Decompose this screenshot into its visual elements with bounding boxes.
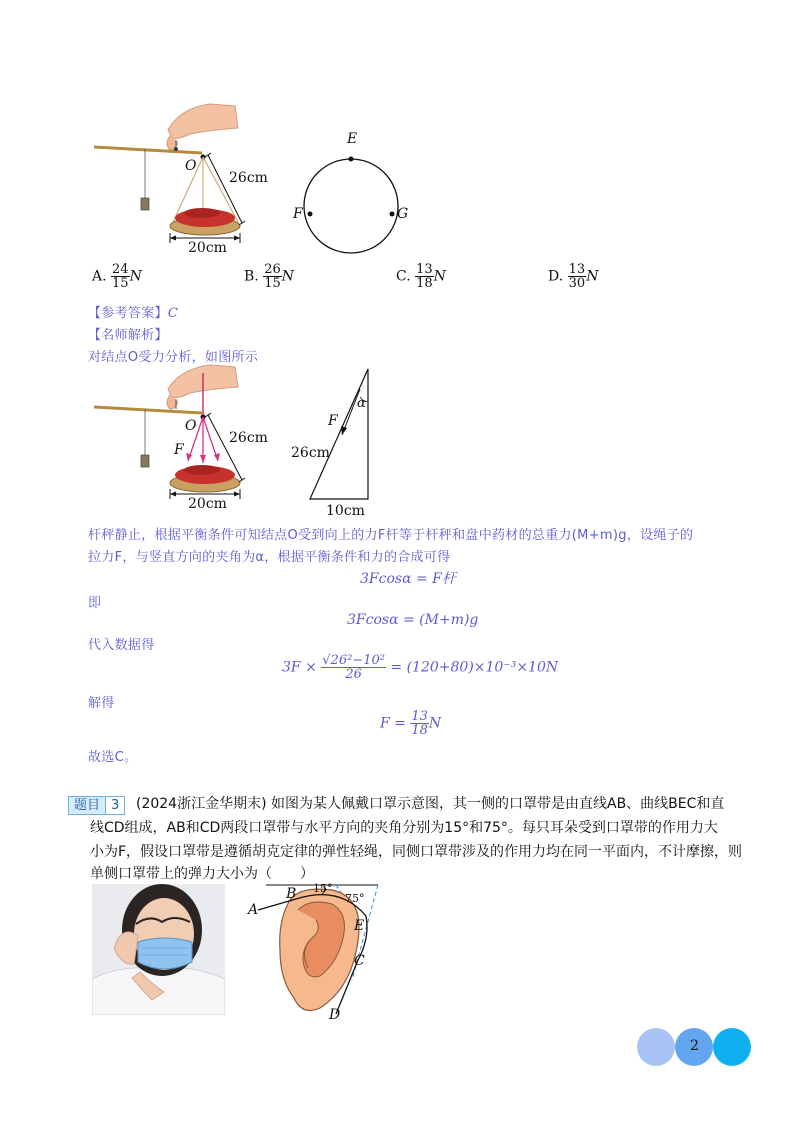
- fig1-width-label: 20cm: [188, 240, 227, 256]
- option-letter: C.: [396, 268, 411, 285]
- ear-label-c: C: [354, 953, 365, 969]
- option-fraction: $\frac{24}{15}$: [112, 262, 129, 291]
- option-letter: A.: [92, 268, 107, 285]
- option-fraction: $\frac{13}{18}$: [416, 262, 433, 291]
- ear-angle-75: 75°: [345, 892, 365, 905]
- fig2-width-label: 20cm: [188, 496, 227, 512]
- circle-label-g: G: [397, 206, 409, 222]
- option-fraction: $\frac{13}{30}$: [568, 262, 586, 291]
- question-badge: [68, 794, 125, 813]
- triangle-f: F: [328, 413, 338, 429]
- option-a[interactable]: A. $\frac{24}{15}$ N: [92, 262, 142, 291]
- triangle-hyp-label: 26cm: [291, 445, 330, 461]
- analysis-label: 【名师解析】: [88, 328, 168, 343]
- option-fraction: $\frac{26}{15}$: [264, 262, 281, 291]
- question-badge-label: 题目: [68, 796, 106, 815]
- ear-label-e: E: [354, 918, 365, 934]
- analysis-jiede: 解得: [88, 696, 115, 711]
- fig2-force-f: F: [174, 442, 184, 458]
- fig1-point-o: O: [185, 158, 197, 174]
- equation-3: 3F × $\frac{\text{√26²−10²}}{26}$ = (120+80)×10⁻³×10N: [282, 653, 559, 682]
- equation-1: 3Fcosα = F杆: [360, 571, 456, 587]
- question3-line1: (2024浙江金华期末) 如图为某人佩戴口罩示意图，其一侧的口罩带是由直线AB、曲线BEC和直: [136, 796, 725, 812]
- equation-4: F = $\frac{13}{18}$ N: [380, 709, 442, 738]
- analysis-conclusion: 故选C。: [88, 750, 138, 765]
- fig2-point-o: O: [185, 418, 197, 434]
- option-letter: B.: [244, 268, 259, 285]
- answer-line: 【参考答案】C: [88, 306, 179, 321]
- triangle-alpha: α: [357, 396, 366, 411]
- circle-label-e: E: [347, 131, 358, 147]
- circle-label-f: F: [293, 206, 303, 222]
- analysis-para1-line2: 拉力F，与竖直方向的夹角为α，根据平衡条件和力的合成可得: [88, 550, 451, 565]
- analysis-ji: 即: [88, 596, 102, 611]
- analysis-para1-line1: 杆秤静止，根据平衡条件可知结点O受到向上的力F杆等于杆秤和盘中药材的总重力(M+m)g，设绳子的: [88, 528, 694, 543]
- option-b[interactable]: B. $\frac{26}{15}$ N: [244, 262, 294, 291]
- fig2-length-label: 26cm: [229, 430, 268, 446]
- ear-angle-15: 15°: [313, 882, 333, 895]
- option-d[interactable]: D. $\frac{13}{30}$ N: [548, 262, 599, 291]
- ear-label-a: A: [248, 902, 259, 918]
- option-c[interactable]: C. $\frac{13}{18}$ N: [396, 262, 446, 291]
- option-letter: D.: [548, 268, 564, 285]
- circle-figure: [300, 145, 410, 265]
- analysis-line1: 对结点O受力分析，如图所示: [88, 350, 259, 365]
- mask-photo: [92, 884, 225, 1015]
- question3-line4: 单侧口罩带上的弹力大小为（ ）: [90, 866, 314, 882]
- equation-2: 3Fcosα = (M+m)g: [347, 612, 479, 628]
- question3-line2: 线CD组成，AB和CD两段口罩带与水平方向的夹角分别为15°和75°。每只耳朵受到口罩带的作用力大: [90, 820, 718, 836]
- force-triangle: [300, 365, 380, 505]
- triangle-base-label: 10cm: [326, 503, 365, 519]
- question3-line3: 小为F，假设口罩带是遵循胡克定律的弹性轻绳，同侧口罩带涉及的作用力均在同一平面内，不计摩擦，则: [90, 844, 743, 860]
- ear-label-d: D: [329, 1007, 341, 1023]
- question-badge-number: 3: [105, 796, 125, 815]
- analysis-daishu: 代入数据得: [88, 638, 155, 653]
- page-number: 2: [690, 1038, 699, 1054]
- fig1-length-label: 26cm: [229, 170, 268, 186]
- ear-label-b: B: [286, 886, 297, 902]
